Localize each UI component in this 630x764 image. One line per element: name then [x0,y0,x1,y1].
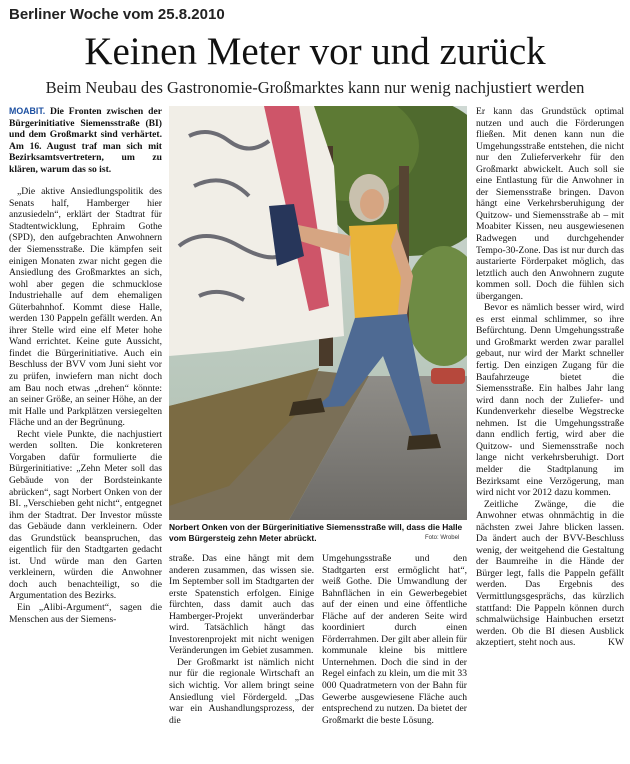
body-paragraph: straße. Das eine hängt mit dem anderen zusammen, das wissen sie. Im September soll im Stadtgarten der erste Spatenstich erfolgen. Einige fürchten, dass damit auch das Hamberger-Projekt unveränderbar wird. Tatsächlich hängt das Investorenprojekt mit nicht wenigen Veränderungen im Gebiet zusammen. [169,553,314,657]
source-line: Berliner Woche vom 25.8.2010 [9,6,225,23]
article-column-4 [476,106,624,762]
subheadline: Beim Neubau des Gastronomie-Großmarktes kann nur wenig nachjustiert werden [45,78,585,97]
article-photo [169,106,467,520]
article-column-1 [9,106,162,762]
photo-illustration [169,106,467,520]
article-column-2 [169,553,314,761]
body-paragraph: Umgehungsstraße und den Stadtgarten erst ermöglicht hat“, weiß Gothe. Die Umwandlung der Bahnflächen in ein Gewerbegebiet auf der einen und eine öffentliche Fläche auf der anderen Seite wird koordiniert durch einen Förderrahmen. Der gilt aber allein für kommunale kleine bis mittlere Unternehmen. Doch die sind in der Regel einfach zu klein, um die mit 33 000 Quadratmetern von der Bahn für Gewerbe ausgewiesene Fläche auch entsprechend zu nutzen. Da bietet der Großmarkt die beste Lösung. [322,553,467,726]
body-paragraph: Bevor es nämlich besser wird, wird es erst einmal schlimmer, so ihre Befürchtung. Denn Umgehungsstraße und Großmarkt werden zwar parallel gebaut, nur wird der Markt schneller fertig. Den einzigen Zugang für die Baufahrzeuge bietet die Siemensstraße. Ein halbes Jahr lang wird dann noch der Zuliefer- und Kundenverkehr dieselbe Wegstrecke nehmen. Ist die Umgehungsstraße dann endlich fertig, wird aber die Quitzow- und Siemensstraße noch lange nicht verkehrsberuhigt. Dort melder die Stadtplanung im Bezirksamt eine Verzögerung, man wird nicht vor 2012 dazu kommen. [476,302,624,499]
headline: Keinen Meter vor und zurück [84,30,546,73]
dateline: MOABIT. [9,106,46,116]
body-paragraph: Ein „Alibi-Argument“, sagen die Menschen aus der Siemens- [9,601,162,625]
author-tag: KW [608,637,624,649]
photo-caption: Norbert Onken von der Bürgerinitiative Siemensstraße will, dass die Halle vom Bürgersteig zehn Meter abrückt. [169,522,463,543]
article-column-3 [322,553,467,761]
body-paragraph-final [476,499,624,649]
body-paragraph: Der Großmarkt ist nämlich nicht nur für die regionale Wirtschaft an sich wichtig. Vor allem bringt seine Ansiedlung viel Fördergeld. „Das war ein Aushandlungsprozess, der die [169,656,314,726]
lead-paragraph [9,106,162,175]
photo-credit: Foto: Wrobel [425,535,460,541]
body-text: Zeitliche Zwänge, die die Anwohner etwas ohnmächtig in die nächsten zwei Jahre blicken lassen. Da ändert auch der BVV-Beschluss wenig, der weitgehend die Gestaltung der Baumreihe in die Hände der Bürger legt, falls die Pappeln gefällt werden. Das Ergebnis des Vermittlungsgesprächs, das kürzlich stattfand: Die Pappeln können durch schmalwüchsige Hainbuchen ersetzt werden. Ob die BI diesen Ausblick akzeptiert, steht noch aus. [476,498,624,649]
body-paragraph: Recht viele Punkte, die nachjustiert werden sollten. Die konkreteren Vorgaben dafür formulierte die Bürgerinitiative: „Zehn Meter soll das Gebäude von der Bordsteinkante abrücken“, sagt Norbert Onken von der BI. „Verschieben geht nicht“, entgegnet ihm der Stadtrat. Der Investor müsste das Gebäude dann verkleinern. Oder das Grundstück beanspruchen, das eigentlich für den Stadtgarten gedacht ist. Und würde man den Garten verkleinern, würden die Anwohner doch auch benachteiligt, so die Argumentation des Bezirks. [9,428,162,602]
body-paragraph: „Die aktive Ansiedlungspolitik des Senats half, Hamberger hier anzusiedeln“, erklärt der Stadtrat für Stadtentwicklung, Ephraim Gothe (SPD), den aufgebrachten Anwohnern der Siemensstraße. Die kämpfen seit einigen Monaten zwar nicht gegen die Ansiedlung des Großmarktes an sich, wohl aber gegen die schmucklose Industriehalle auf dem ehemaligen Güterbahnhof. Kommt diese Halle, werden 130 Pappeln gefällt werden. An ihrer Stelle wird eine elf Meter hohe Wand errichtet. Keine gute Aussicht, findet die Bürgerinitiative. Auch ein Beschluss der BVV vom Juni sieht vor zu prüfen, inwiefern man nicht doch am Bau noch etwas „drehen“ könnte: an seiner Größe, an seiner Höhe, an der mit Halle und Parkplätzen versiegelten Fläche und an der Begrünung. [9,186,162,429]
body-paragraph: Er kann das Grundstück optimal nutzen und auch die Förderungen fließen. Mit denen kann nun die Umgehungsstraße entstehen, die nicht nur den Zulieferverkehr für den Großmarkt abwickelt. Auch soll sie eine Entlastung für die Anwohner in der Siemensstraße bringen. Davon hängt eine Verkehrsberuhigung der Quitzow- und Siemensstraße ab – mit Moabiter Kissen, neu ausgewiesenen Radwegen und durchgehender Tempo-30-Zone. Das ist nur durch das austarierte Förderpaket möglich, das letztlich auch den Anwohnern zugute kommen soll. Doch die fühlen sich übergangen. [476,106,624,302]
lead-text: Die Fronten zwischen der Bürgerinitiative Siemensstraße (BI) und dem Großmarkt sind verhärtet. Am 16. August traf man sich mit Bezirksamtsvertretern, um zu klären, warum das so ist. [9,106,162,175]
